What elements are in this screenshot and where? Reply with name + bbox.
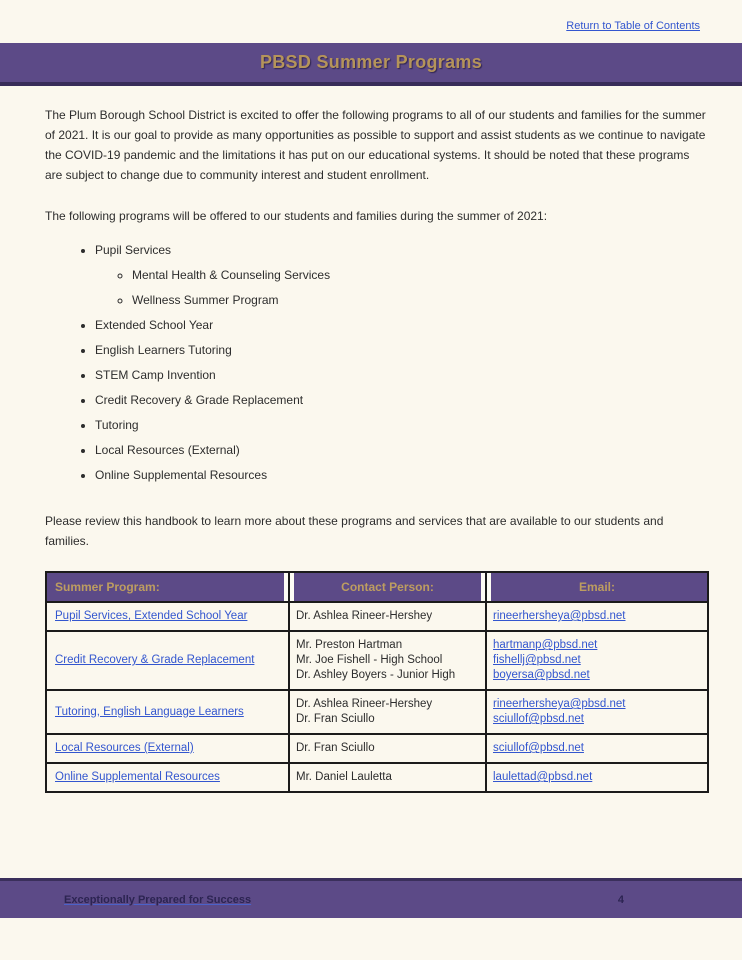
email-link[interactable]: laulettad@pbsd.net — [493, 771, 593, 783]
program-cell — [46, 763, 289, 792]
list-item-label: Local Resources (External) — [95, 443, 240, 457]
contact-cell — [289, 602, 486, 631]
return-to-toc-link[interactable]: Return to Table of Contents — [566, 20, 700, 32]
page-title: PBSD Summer Programs — [259, 52, 483, 72]
contact-cell — [289, 690, 486, 734]
list-item-label: Wellness Summer Program — [132, 293, 279, 307]
footer-motto: Exceptionally Prepared for Success — [64, 893, 252, 906]
program-link[interactable]: Local Resources (External) — [55, 742, 194, 754]
page-footer-band — [0, 878, 742, 918]
contact-name: Dr. Ashlea Rineer-Hershey — [296, 610, 433, 622]
program-cell — [46, 602, 289, 631]
list-item — [95, 393, 707, 408]
email-link[interactable]: sciullof@pbsd.net — [493, 713, 584, 725]
document-body — [0, 105, 742, 793]
column-header-contact: Contact Person: — [289, 572, 486, 602]
contact-name: Dr. Ashlea Rineer-Hershey — [296, 698, 433, 710]
email-cell — [486, 602, 708, 631]
contact-cell — [289, 631, 486, 690]
program-link[interactable]: Credit Recovery & Grade Replacement — [55, 654, 255, 666]
table-row — [46, 734, 708, 763]
table-row — [46, 763, 708, 792]
program-link[interactable]: Pupil Services, Extended School Year — [55, 610, 248, 622]
email-link[interactable]: rineerhersheya@pbsd.net — [493, 698, 626, 710]
contact-cell — [289, 763, 486, 792]
contact-name: Dr. Ashley Boyers - Junior High — [296, 669, 456, 681]
list-item-label: Mental Health & Counseling Services — [132, 268, 331, 282]
list-item-label: Pupil Services — [95, 243, 172, 257]
table-row — [46, 602, 708, 631]
list-item-label: English Learners Tutoring — [95, 343, 232, 357]
email-link[interactable]: rineerhersheya@pbsd.net — [493, 610, 626, 622]
program-cell — [46, 690, 289, 734]
email-link[interactable]: fishellj@pbsd.net — [493, 654, 581, 666]
list-item — [95, 368, 707, 383]
list-item — [95, 343, 707, 358]
list-item — [132, 293, 707, 308]
contact-cell — [289, 734, 486, 763]
program-link[interactable]: Tutoring, English Language Learners — [55, 705, 244, 718]
list-item — [95, 443, 707, 458]
table-row — [46, 631, 708, 690]
intro-paragraph: The Plum Borough School District is excited to offer the following programs to all of our students and families for the summer of 2021. It is our goal to provide as many opportunities as possible to support and assist students as we continue to navigate the COVID-19 pandemic and the limitations it has put on our educational systems. It should be noted that these programs are subject to change due to community interest and student enrollment. — [45, 108, 706, 182]
email-cell — [486, 690, 708, 734]
programs-sublist — [95, 268, 707, 308]
list-item — [95, 243, 707, 308]
program-link[interactable]: Online Supplemental Resources — [55, 771, 220, 783]
contact-name: Mr. Preston Hartman — [296, 639, 403, 651]
programs-table — [45, 571, 709, 793]
list-item-label: STEM Camp Invention — [95, 368, 216, 382]
email-link[interactable]: boyersa@pbsd.net — [493, 669, 590, 681]
list-item — [132, 268, 707, 283]
list-item — [95, 318, 707, 333]
programs-list — [45, 243, 707, 483]
email-cell — [486, 734, 708, 763]
list-item-label: Extended School Year — [95, 318, 214, 332]
list-item — [95, 418, 707, 433]
list-item-label: Tutoring — [95, 418, 139, 432]
contact-name: Mr. Daniel Lauletta — [296, 771, 392, 783]
column-header-program: Summer Program: — [46, 572, 289, 602]
email-link[interactable]: hartmanp@pbsd.net — [493, 639, 598, 651]
review-paragraph: Please review this handbook to learn more about these programs and services that are available to our students and families. — [45, 514, 664, 548]
table-header-row — [46, 572, 708, 602]
column-header-email: Email: — [486, 572, 708, 602]
footer-page-number: 4 — [617, 893, 624, 906]
list-item — [95, 468, 707, 483]
contact-name: Dr. Fran Sciullo — [296, 713, 375, 725]
page-header-band — [0, 43, 742, 86]
email-cell — [486, 631, 708, 690]
list-item-label: Online Supplemental Resources — [95, 468, 268, 482]
top-link-row — [0, 0, 742, 43]
program-cell — [46, 734, 289, 763]
email-link[interactable]: sciullof@pbsd.net — [493, 742, 584, 754]
contact-name: Dr. Fran Sciullo — [296, 742, 375, 754]
contact-name: Mr. Joe Fishell - High School — [296, 654, 443, 666]
table-row — [46, 690, 708, 734]
programs-lead-paragraph: The following programs will be offered to our students and families during the summer of 2021: — [45, 209, 548, 223]
program-cell — [46, 631, 289, 690]
list-item-label: Credit Recovery & Grade Replacement — [95, 393, 304, 407]
email-cell — [486, 763, 708, 792]
